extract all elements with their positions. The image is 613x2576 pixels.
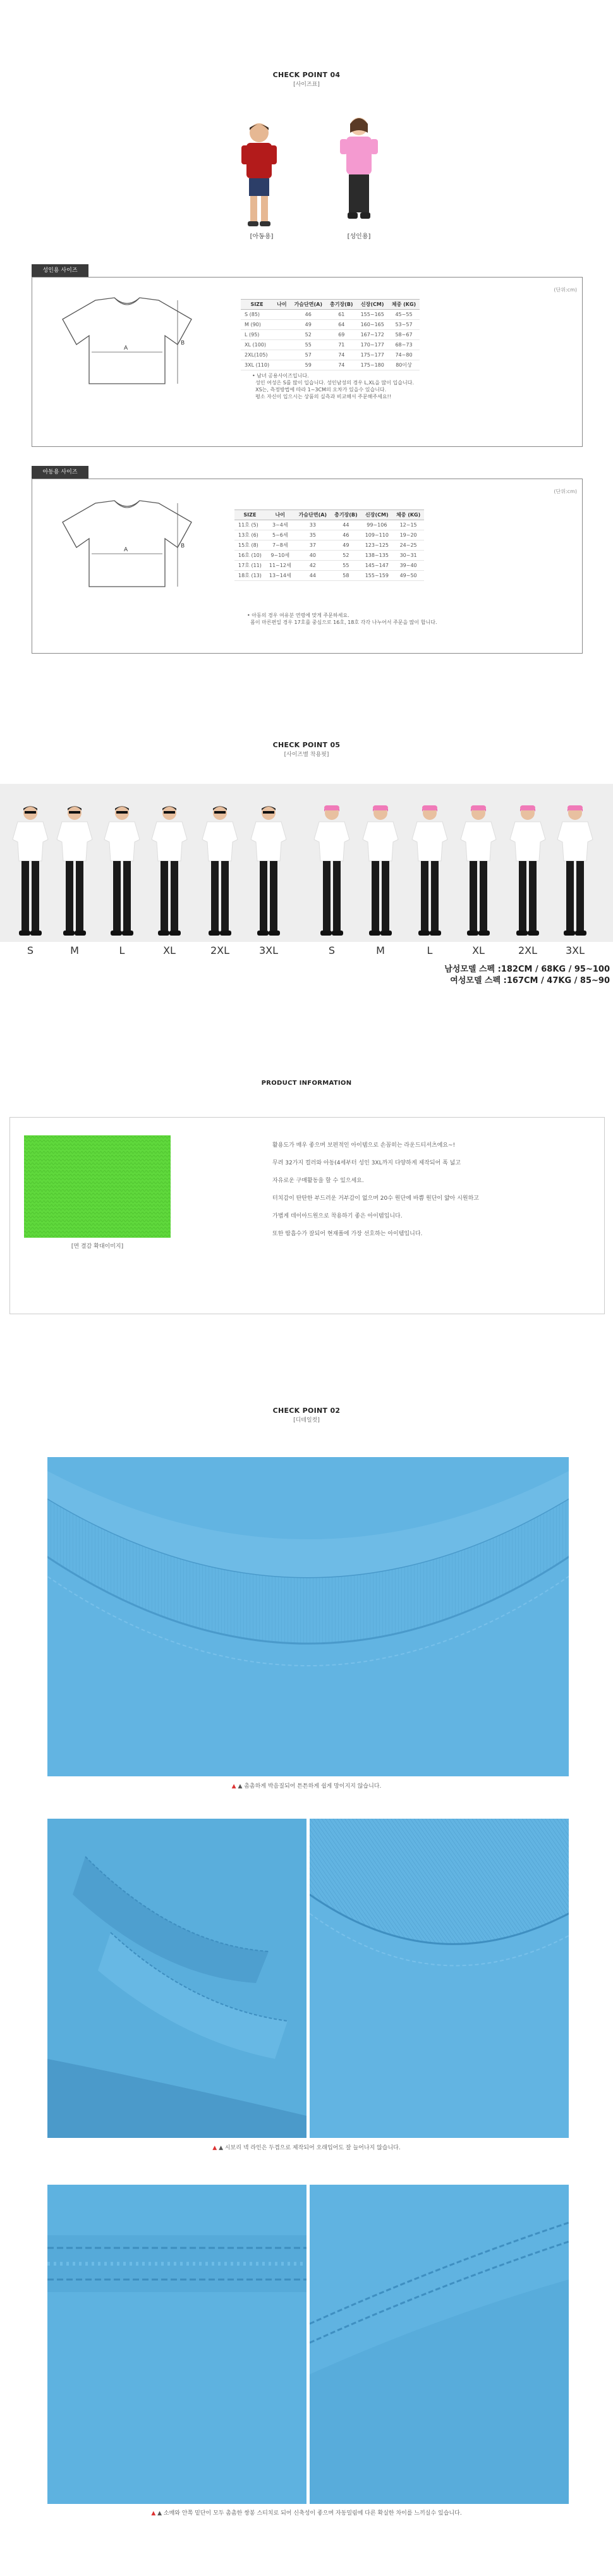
- note-line: 몸이 마른편일 경우 17호를 중심으로 16호, 18호 각각 나누어서 주문을 많이 합니다.: [247, 620, 437, 625]
- table-cell: 30~31: [392, 551, 424, 561]
- female-size-label: S: [328, 944, 336, 956]
- fit-models-strip: [0, 784, 613, 942]
- adult-size-panel: [32, 277, 583, 447]
- kids-shirt-diagram: [51, 498, 203, 593]
- table-row: [241, 350, 420, 360]
- kids-size-panel: [32, 479, 583, 654]
- table-cell: 12~15: [392, 520, 424, 530]
- table-cell: 42: [295, 561, 331, 571]
- note-line: 평소 자신이 입으시는 상품의 실측과 비교해서 주문해주세요!!: [252, 394, 391, 400]
- table-cell: 18호 (13): [234, 571, 265, 581]
- table-cell: 24~25: [392, 540, 424, 551]
- detail-caption-1-text: ▲ 촘촘하게 박음질되어 튼튼하게 쉽게 망이지지 않습니다.: [238, 1783, 382, 1790]
- table-row: [234, 520, 424, 530]
- adult-size-tag: 성인용 사이즈: [32, 264, 88, 277]
- product-info-line: 가볍게 데이아드원으로 착용하기 좋은 아이템입니다.: [272, 1213, 403, 1219]
- product-info-line: 터치감이 탄탄한 부드러운 거부감이 없으며 20수 원단에 바쁨 원단이 얇아 시원하고: [272, 1195, 479, 1202]
- female-size-label: 2XL: [518, 944, 538, 956]
- table-cell: 74: [326, 360, 357, 370]
- table-cell: 58: [331, 571, 361, 581]
- kids-size-notes: [247, 612, 437, 626]
- table-cell: 175~177: [357, 350, 388, 360]
- table-cell: L (95): [241, 330, 273, 340]
- male-fit-model-0: [11, 803, 49, 941]
- table-cell: 68~73: [388, 340, 420, 350]
- table-cell: 145~147: [361, 561, 392, 571]
- table-cell: 11~12세: [265, 561, 295, 571]
- table-row: [234, 530, 424, 540]
- table-cell: 49~50: [392, 571, 424, 581]
- note-line: XS는, 측정방법에 따라 1~3CM의 오차가 있을수 있습니다.: [252, 387, 387, 393]
- table-cell: 13호 (6): [234, 530, 265, 540]
- table-row: [234, 540, 424, 551]
- product-info-line: 무려 32가지 컬러와 아동(4세부터 성인 3XL까지 다양하게 제작되어 폭 넓고: [272, 1160, 461, 1166]
- table-cell: 53~57: [388, 320, 420, 330]
- table-cell: 55: [291, 340, 326, 350]
- table-header: 나이: [265, 510, 295, 520]
- table-row: [234, 561, 424, 571]
- table-cell: [273, 330, 290, 340]
- table-cell: M (90): [241, 320, 273, 330]
- table-header: SIZE: [234, 510, 265, 520]
- table-cell: S (85): [241, 310, 273, 320]
- table-header: 총기장(B): [326, 300, 357, 310]
- table-cell: 19~20: [392, 530, 424, 540]
- male-size-label: L: [119, 944, 125, 956]
- table-cell: 57: [291, 350, 326, 360]
- female-model-spec: 여성모델 스펙 :167CM / 47KG / 85~90: [450, 976, 610, 986]
- male-size-label: 3XL: [258, 944, 279, 956]
- detail-caption-3-text: ▲ 소매와 안쪽 밑단이 모두 촘촘한 쌍봉 스티치로 되어 신축성이 좋으며 자동밀림에 다른 확실한 차이를 느끼실수 있습니다.: [157, 2510, 462, 2517]
- adult-model-image: [336, 114, 382, 233]
- table-header: 총기장(B): [331, 510, 361, 520]
- table-cell: 55: [331, 561, 361, 571]
- detail-caption-1: ▲ ▲ 촘촘하게 박음질되어 튼튼하게 쉽게 망이지지 않습니다.: [231, 1783, 382, 1790]
- table-row: [241, 330, 420, 340]
- adult-model-caption: [성인용]: [347, 233, 371, 240]
- male-fit-model-2: [103, 803, 141, 941]
- male-size-label: S: [27, 944, 34, 956]
- female-fit-model-3: [459, 803, 497, 941]
- kid-model-caption: [아동용]: [250, 233, 274, 240]
- table-cell: 74~80: [388, 350, 420, 360]
- kids-unit-label: (단위:cm): [554, 489, 577, 494]
- table-cell: 99~106: [361, 520, 392, 530]
- kids-size-tag: 아동용 사이즈: [32, 466, 88, 479]
- female-fit-model-2: [411, 803, 449, 941]
- table-header: 가슴단면(A): [295, 510, 331, 520]
- table-cell: 52: [291, 330, 326, 340]
- male-fit-model-3: [150, 803, 188, 941]
- table-header: 나이: [273, 300, 290, 310]
- female-size-label: 3XL: [565, 944, 585, 956]
- table-cell: 15호 (8): [234, 540, 265, 551]
- table-cell: 69: [326, 330, 357, 340]
- svg-text:A: A: [124, 345, 128, 351]
- table-cell: 49: [291, 320, 326, 330]
- table-header: 신장(CM): [357, 300, 388, 310]
- table-row: [241, 340, 420, 350]
- female-size-label: L: [427, 944, 433, 956]
- detail-subtitle: [디테일컷]: [293, 1417, 320, 1424]
- table-cell: [273, 350, 290, 360]
- table-cell: 49: [331, 540, 361, 551]
- female-fit-model-5: [556, 803, 594, 941]
- table-cell: 46: [291, 310, 326, 320]
- detail-caption-3: ▲ ▲ 소매와 안쪽 밑단이 모두 촘촘한 쌍봉 스티치로 되어 신축성이 좋으며 자동밀림에 다른 확실한 차이를 느끼실수 있습니다.: [151, 2510, 462, 2517]
- adult-unit-label: (단위:cm): [554, 287, 577, 293]
- product-info-line: 또한 땀흡수가 잘되어 현재폴에 가장 선호하는 아이템입니다.: [272, 1231, 423, 1237]
- collar-detail-photo: [47, 1457, 569, 1776]
- detail-caption-2: ▲ ▲ 시보리 넥 라인은 두겹으로 제작되어 오래입어도 잘 늘어나지 않습니다.: [212, 2145, 401, 2151]
- sleeve-hem-photo: [47, 1819, 306, 2138]
- table-row: [241, 360, 420, 370]
- male-size-label: 2XL: [210, 944, 230, 956]
- table-header: 체중 (KG): [388, 300, 420, 310]
- table-cell: 11호 (5): [234, 520, 265, 530]
- table-cell: 59: [291, 360, 326, 370]
- fit-title: CHECK POINT 05: [272, 741, 341, 749]
- table-cell: 45~55: [388, 310, 420, 320]
- size-guide-subtitle: [사이즈표]: [293, 82, 320, 88]
- detail-title: CHECK POINT 02: [272, 1407, 341, 1415]
- table-cell: 13~14세: [265, 571, 295, 581]
- product-info-line: 자유로운 구매활동을 할 수 있으세요.: [272, 1178, 364, 1184]
- male-fit-model-4: [201, 803, 239, 941]
- product-info-title: PRODUCT INFORMATION: [261, 1080, 352, 1087]
- table-cell: [273, 340, 290, 350]
- table-cell: 35: [295, 530, 331, 540]
- product-info-line: 활용도가 매우 좋으며 보편적인 아이템으로 손꼽히는 라운드티셔츠에요~!: [272, 1142, 456, 1149]
- female-size-label: M: [376, 944, 385, 956]
- table-cell: [273, 360, 290, 370]
- male-size-label: XL: [163, 944, 176, 956]
- size-guide-title: CHECK POINT 04: [272, 71, 341, 79]
- table-cell: 44: [331, 520, 361, 530]
- table-cell: 175~180: [357, 360, 388, 370]
- table-cell: 9~10세: [265, 551, 295, 561]
- table-row: [241, 320, 420, 330]
- kid-model-image: [239, 119, 279, 233]
- table-cell: 160~165: [357, 320, 388, 330]
- table-cell: 40: [295, 551, 331, 561]
- table-cell: [273, 320, 290, 330]
- kids-size-table: [234, 510, 424, 581]
- table-cell: 64: [326, 320, 357, 330]
- table-header: 신장(CM): [361, 510, 392, 520]
- table-cell: 44: [295, 571, 331, 581]
- table-header: 체중 (KG): [392, 510, 424, 520]
- female-fit-model-1: [361, 803, 399, 941]
- table-cell: 7~8세: [265, 540, 295, 551]
- table-cell: 155~165: [357, 310, 388, 320]
- table-cell: 109~110: [361, 530, 392, 540]
- table-cell: XL (100): [241, 340, 273, 350]
- hem-closeup-photo: [310, 2185, 569, 2504]
- note-line: • 아동의 경우 여유분 연령에 맞게 주문하세요.: [247, 613, 349, 618]
- table-cell: 39~40: [392, 561, 424, 571]
- table-cell: 170~177: [357, 340, 388, 350]
- table-cell: 71: [326, 340, 357, 350]
- male-fit-model-1: [56, 803, 94, 941]
- table-cell: 58~67: [388, 330, 420, 340]
- female-size-label: XL: [472, 944, 485, 956]
- female-fit-model-4: [509, 803, 547, 941]
- male-model-spec: 남성모델 스펙 :182CM / 68KG / 95~100: [444, 965, 610, 974]
- table-cell: 80이상: [388, 360, 420, 370]
- fabric-swatch-caption: [면 결감 확대이미지]: [71, 1243, 124, 1250]
- table-row: [234, 551, 424, 561]
- table-row: [241, 310, 420, 320]
- table-cell: 17호 (11): [234, 561, 265, 571]
- adult-size-notes: [252, 372, 414, 400]
- male-size-label: M: [70, 944, 79, 956]
- table-header: SIZE: [241, 300, 273, 310]
- table-cell: 52: [331, 551, 361, 561]
- table-cell: 3XL (110): [241, 360, 273, 370]
- note-line: 성인 여성은 S를 많이 입습니다. 성인남성의 경우 L,XL을 많이 입습니다.: [252, 380, 414, 386]
- table-cell: 3~4세: [265, 520, 295, 530]
- svg-text:A: A: [124, 547, 128, 553]
- table-cell: 37: [295, 540, 331, 551]
- female-fit-model-0: [313, 803, 351, 941]
- table-cell: 2XL(105): [241, 350, 273, 360]
- stitch-closeup-photo: [47, 2185, 306, 2504]
- table-header: 가슴단면(A): [291, 300, 326, 310]
- table-cell: 61: [326, 310, 357, 320]
- table-cell: 16호 (10): [234, 551, 265, 561]
- fit-subtitle: [사이즈별 착용핏]: [284, 752, 329, 758]
- table-row: [234, 571, 424, 581]
- svg-text:B: B: [181, 543, 185, 549]
- table-cell: 5~6세: [265, 530, 295, 540]
- table-cell: 123~125: [361, 540, 392, 551]
- adult-size-table: [241, 299, 420, 370]
- note-line: • 남녀 공용사이즈입니다.: [252, 373, 309, 379]
- table-cell: [273, 310, 290, 320]
- adult-shirt-diagram: [51, 295, 203, 390]
- neck-rib-photo: [310, 1819, 569, 2138]
- table-cell: 138~135: [361, 551, 392, 561]
- product-info-box: [9, 1117, 605, 1314]
- svg-text:B: B: [181, 340, 185, 346]
- detail-caption-2-text: ▲ 시보리 넥 라인은 두겹으로 제작되어 오래입어도 잘 늘어나지 않습니다.: [219, 2145, 401, 2151]
- male-fit-model-5: [250, 803, 288, 941]
- table-cell: 46: [331, 530, 361, 540]
- table-cell: 74: [326, 350, 357, 360]
- fabric-swatch: [24, 1135, 171, 1238]
- table-cell: 33: [295, 520, 331, 530]
- table-cell: 167~172: [357, 330, 388, 340]
- table-cell: 155~159: [361, 571, 392, 581]
